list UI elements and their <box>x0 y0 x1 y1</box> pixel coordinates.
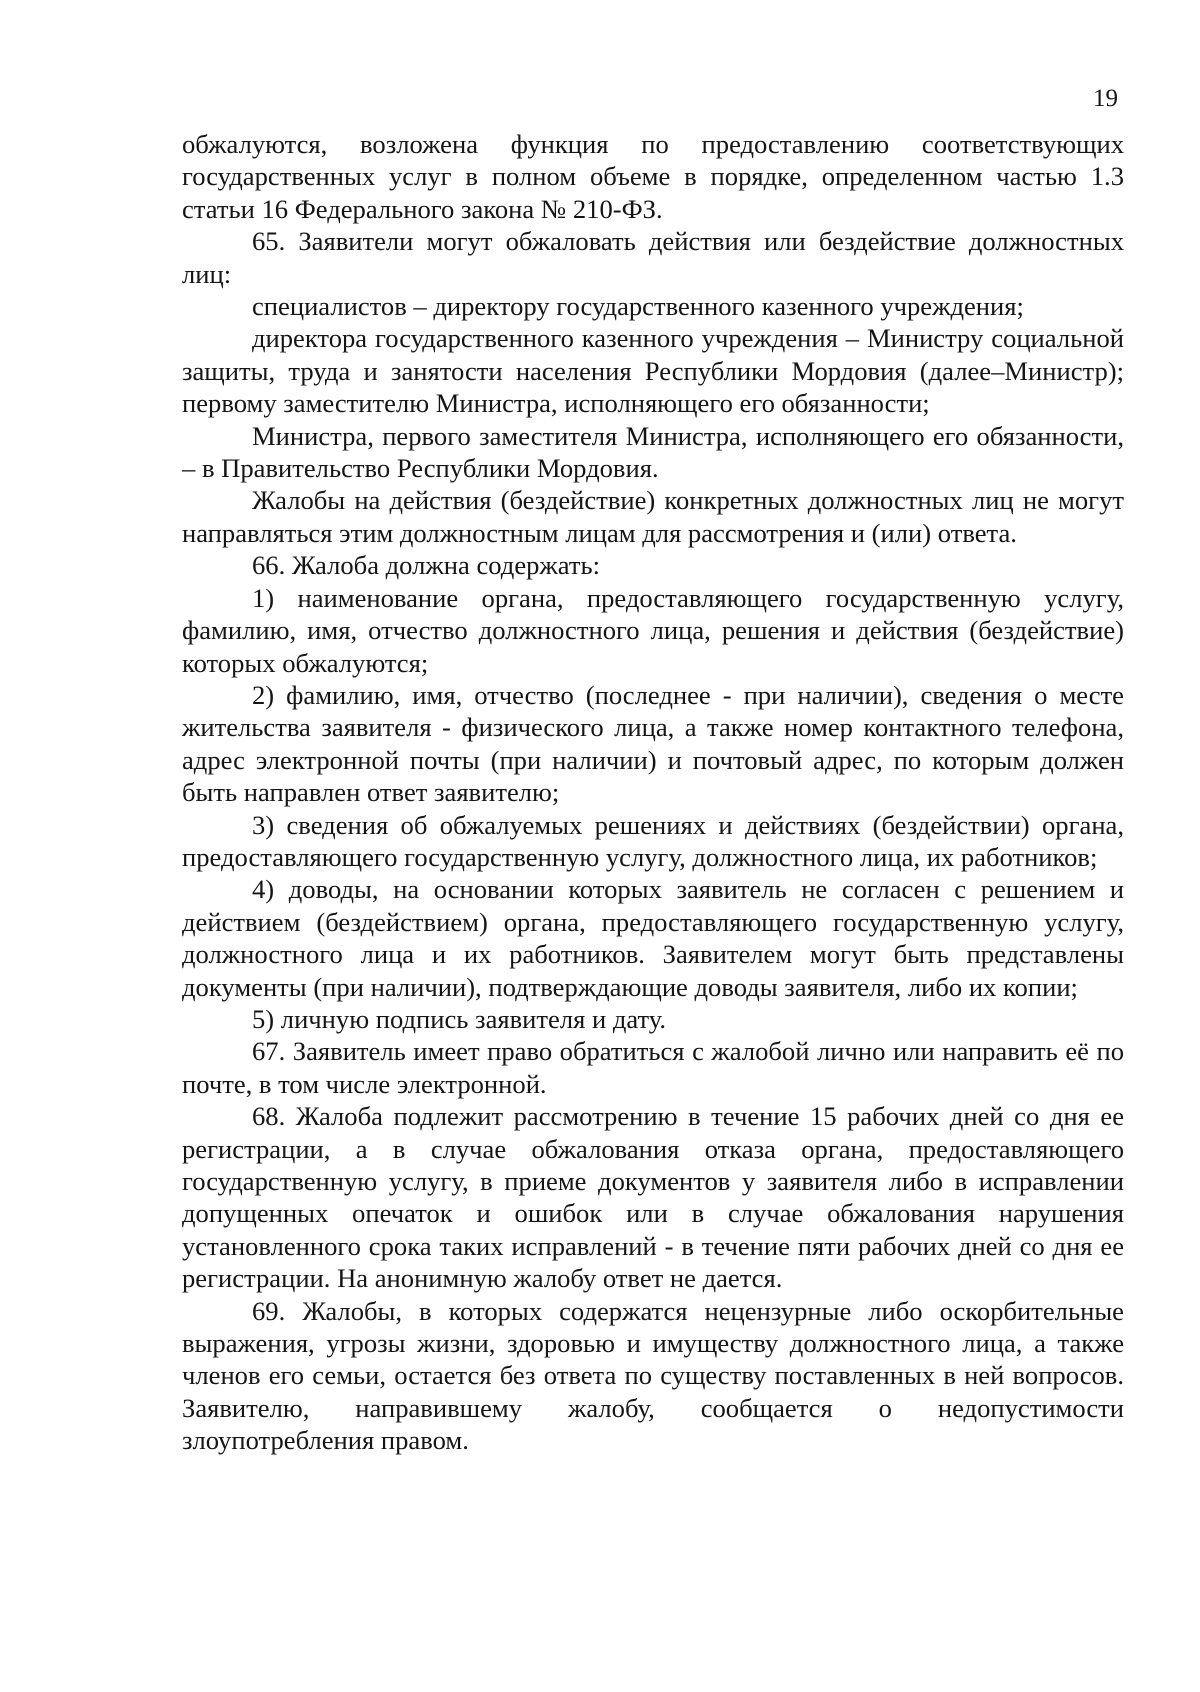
paragraph-69: 69. Жалобы, в которых содержатся нецензурные либо оскорбительные выражения, угрозы жизни, здоровью и имуществу должностного лица, а также членов его семьи, остается без ответа по существу поставленных в ней вопросов. Заявителю, направившему жалобу, сообщается о недопустимости злоупотребления правом. <box>182 1295 1124 1456</box>
paragraph-66-item-2: 2) фамилию, имя, отчество (последнее - при наличии), сведения о месте жительства заявителя - физического лица, а также номер контактного телефона, адрес электронной почты (при наличии) и почтовый адрес, по которым должен быть направлен ответ заявителю; <box>182 679 1124 808</box>
paragraph-specialists: специалистов – директору государственного казенного учреждения; <box>252 291 1024 322</box>
paragraph-68: 68. Жалоба подлежит рассмотрению в течение 15 рабочих дней со дня ее регистрации, а в случае обжалования отказа органа, предоставляющего государственную услугу, в приеме документов у заявителя либо в исправлении допущенных опечаток и ошибок или в случае обжалования нарушения установленного срока таких исправлений - в течение пяти рабочих дней со дня ее регистрации. На анонимную жалобу ответ не дается. <box>182 1101 1124 1294</box>
paragraph-66-item-1: 1) наименование органа, предоставляющего государственную услугу, фамилию, имя, отчество должностного лица, решения и действия (бездействие) которых обжалуются; <box>182 582 1124 678</box>
paragraph-66-item-4: 4) доводы, на основании которых заявитель не согласен с решением и действием (бездействием) органа, предоставляющего государственную услугу, должностного лица и их работников. Заявителем могут быть представлены документы (при наличии), подтверждающие доводы заявителя, либо их копии; <box>182 874 1124 1002</box>
paragraph-66-item-3: 3) сведения об обжалуемых решениях и действиях (бездействии) органа, предоставляющего государственную услугу, должностного лица, их работников; <box>182 809 1124 872</box>
document-body <box>182 128 1124 1457</box>
paragraph-continuation: обжалуются, возложена функция по предоставлению соответствующих государственных услуг в полном объеме в порядке, определенном частью 1.3 статьи 16 Федерального закона № 210-ФЗ. <box>182 129 1124 224</box>
paragraph-complaints-restriction: Жалобы на действия (бездействие) конкретных должностных лиц не могут направляться этим должностным лицам для рассмотрения и (или) ответа. <box>182 485 1124 548</box>
paragraph-minister: Министра, первого заместителя Министра, исполняющего его обязанности, – в Правительство Республики Мордовия. <box>182 420 1124 484</box>
paragraph-65: 65. Заявители могут обжаловать действия или бездействие должностных лиц: <box>182 226 1124 289</box>
page-number: 19 <box>1093 85 1118 112</box>
paragraph-director: директора государственного казенного учреждения – Министру социальной защиты, труда и занятости населения Республики Мордовия (далее–Министр); первому заместителю Министра, исполняющего его обязанности; <box>182 323 1124 419</box>
paragraph-66: 66. Жалоба должна содержать: <box>252 550 601 581</box>
paragraph-67: 67. Заявитель имеет право обратиться с жалобой лично или направить её по почте, в том числе электронной. <box>182 1036 1124 1099</box>
paragraph-66-item-5: 5) личную подпись заявителя и дату. <box>252 1003 667 1034</box>
